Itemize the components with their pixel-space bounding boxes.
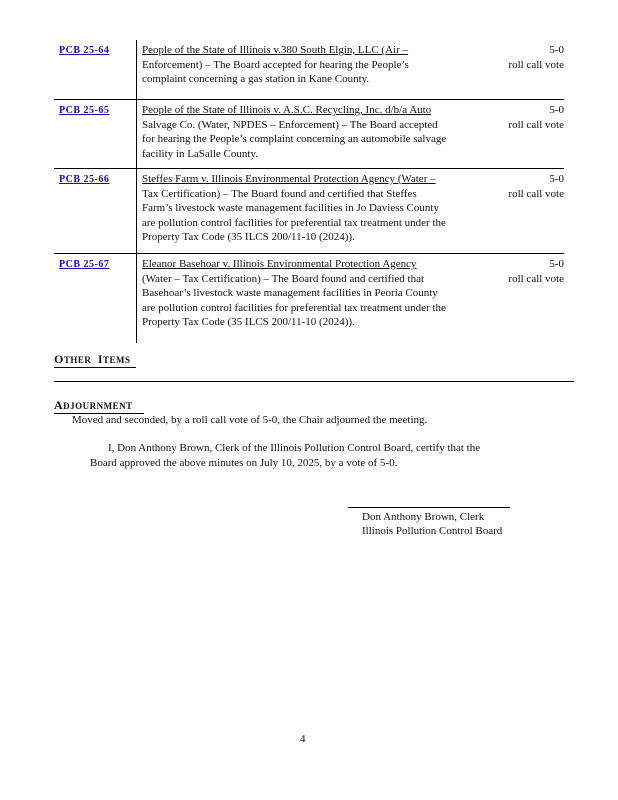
vote-count: 5-0 bbox=[549, 44, 564, 56]
vote-label: roll call vote bbox=[508, 118, 564, 131]
case-description bbox=[136, 254, 482, 343]
other-items-heading: OTHER ITEMS bbox=[54, 352, 136, 368]
certification-line-2: Board approved the above minutes on July 10, 2025, by a vote of 5-0. bbox=[90, 457, 398, 469]
case-text-line: Tax Certification) – The Board found and certified that Steffes bbox=[142, 187, 417, 200]
case-text-line: Property Tax Code (35 ILCS 200/11-10 (2024)). bbox=[142, 316, 355, 328]
case-text-line: are pollution control facilities for preferential tax treatment under the bbox=[142, 216, 446, 229]
case-description bbox=[136, 100, 482, 168]
vote-count: 5-0 bbox=[549, 173, 564, 185]
case-text-line: complaint concerning a gas station in Kane County. bbox=[142, 73, 370, 85]
vote-cell bbox=[508, 43, 564, 72]
case-text-line: Basehoar’s livestock waste management facilities in Peoria County bbox=[142, 287, 438, 299]
case-text-line: facility in LaSalle County. bbox=[142, 147, 258, 160]
case-number-link[interactable]: PCB 25-67 bbox=[59, 259, 110, 270]
vote-label: roll call vote bbox=[508, 58, 564, 71]
page-number: 4 bbox=[300, 733, 306, 745]
case-text-line: Farm’s livestock waste management facilities in Jo Daviess County bbox=[142, 202, 439, 214]
vote-cell bbox=[508, 172, 564, 201]
case-title-line: People of the State of Illinois v. A.S.C. Recycling, Inc. d/b/a Auto bbox=[142, 104, 432, 116]
case-text-line: for hearing the People’s complaint concerning an automobile salvage bbox=[142, 133, 447, 145]
case-text-line: Salvage Co. (Water, NPDES – Enforcement) – The Board accepted bbox=[142, 118, 438, 131]
case-description bbox=[136, 40, 482, 99]
section-divider bbox=[54, 381, 574, 382]
certification-line-1: I, Don Anthony Brown, Clerk of the Illinois Pollution Control Board, certify that the bbox=[108, 442, 481, 454]
case-text-line: Property Tax Code (35 ILCS 200/11-10 (2024)). bbox=[142, 231, 355, 243]
vote-label: roll call vote bbox=[508, 272, 564, 285]
case-row bbox=[54, 169, 564, 254]
case-row bbox=[54, 100, 564, 169]
adjournment-heading: ADJOURNMENT bbox=[54, 398, 144, 414]
case-text-line: Enforcement) – The Board accepted for hearing the People’s bbox=[142, 58, 409, 71]
case-text-line: (Water – Tax Certification) – The Board found and certified that bbox=[142, 272, 425, 285]
vote-cell bbox=[508, 103, 564, 132]
vote-count: 5-0 bbox=[549, 258, 564, 270]
vote-count: 5-0 bbox=[549, 104, 564, 116]
case-title-line: Steffes Farm v. Illinois Environmental Protection Agency (Water – bbox=[142, 173, 436, 185]
case-row bbox=[54, 40, 564, 100]
signatory-name: Don Anthony Brown, Clerk bbox=[362, 511, 485, 523]
case-text-line: are pollution control facilities for preferential tax treatment under the bbox=[142, 301, 446, 314]
case-title-line: People of the State of Illinois v.380 South Elgin, LLC (Air – bbox=[142, 44, 409, 56]
adjournment-text: Moved and seconded, by a roll call vote of 5-0, the Chair adjourned the meeting. bbox=[72, 414, 428, 426]
case-row bbox=[54, 254, 564, 340]
signatory-organization: Illinois Pollution Control Board bbox=[362, 525, 503, 537]
case-number-link[interactable]: PCB 25-66 bbox=[59, 174, 110, 185]
vote-label: roll call vote bbox=[508, 187, 564, 200]
vote-cell bbox=[508, 257, 564, 286]
case-number-link[interactable]: PCB 25-64 bbox=[59, 45, 110, 56]
signature-line bbox=[348, 507, 510, 508]
case-number-link[interactable]: PCB 25-65 bbox=[59, 105, 110, 116]
cases-table bbox=[54, 40, 564, 340]
case-description bbox=[136, 169, 482, 253]
case-title-line: Eleanor Basehoar v. Illinois Environmental Protection Agency bbox=[142, 258, 417, 270]
